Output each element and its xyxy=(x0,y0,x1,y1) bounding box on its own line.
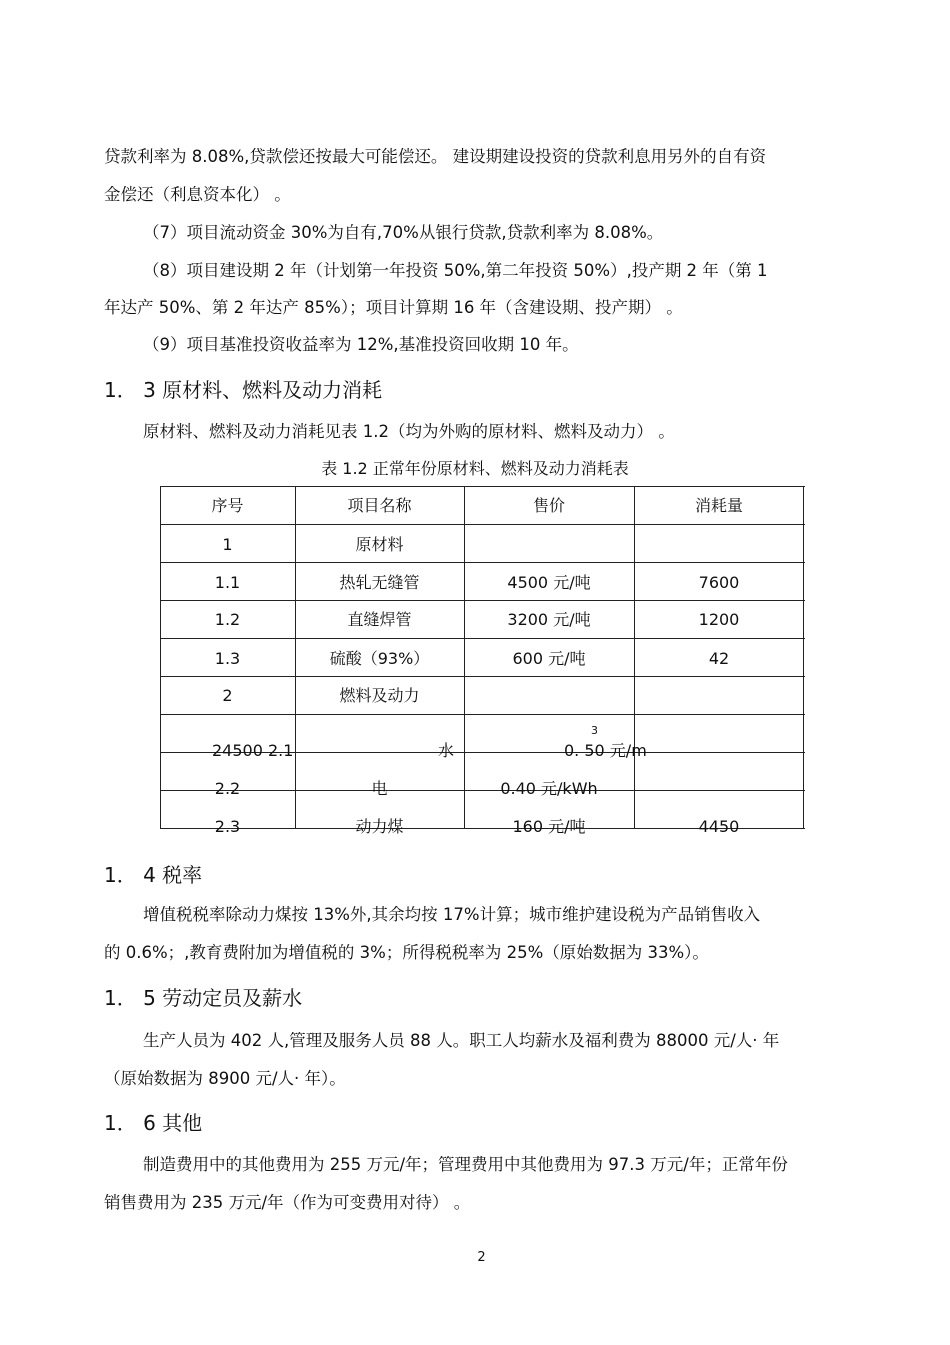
paragraph-line: 增值税税率除动力煤按 13%外,其余均按 17%计算；城市维护建设税为产品销售收入 xyxy=(143,905,761,924)
table-cell: 1200 xyxy=(698,610,740,629)
table-header-cell: 消耗量 xyxy=(694,496,743,515)
table-cell: 1.1 xyxy=(214,573,241,592)
table-cell: 4450 xyxy=(698,817,740,836)
page-number: 2 xyxy=(477,1250,486,1265)
table-cell: 0. 50 元/m xyxy=(564,741,647,760)
table-cell: 42 xyxy=(708,649,730,668)
section-heading-1-4: 1． 4 税率 xyxy=(104,863,203,887)
paragraph-line: 的 0.6%；,教育费附加为增值税的 3%；所得税税率为 25%（原始数据为 33%）。 xyxy=(104,943,709,962)
paragraph-line: 生产人员为 402 人,管理及服务人员 88 人。职工人均薪水及福利费为 88000 元/人· 年 xyxy=(143,1031,780,1050)
consumption-table xyxy=(160,486,805,836)
section-heading-1-5: 1． 5 劳动定员及薪水 xyxy=(104,986,303,1010)
table-cell: 2 xyxy=(222,686,233,705)
table-cell: 1.3 xyxy=(214,649,241,668)
table-cell: 4500 元/吨 xyxy=(507,573,591,592)
table-cell: 原材料 xyxy=(355,535,404,554)
paragraph-line: 制造费用中的其他费用为 255 万元/年；管理费用中其他费用为 97.3 万元/年；正常年份 xyxy=(143,1155,788,1174)
table-cell: 动力煤 xyxy=(355,817,404,836)
table-cell: 燃料及动力 xyxy=(339,686,420,705)
table-cell: 24500 2.1 xyxy=(212,741,294,760)
paragraph-line: 销售费用为 235 万元/年（作为可变费用对待） 。 xyxy=(104,1193,471,1212)
table-cell: 7600 xyxy=(698,573,740,592)
table-caption: 表 1.2 正常年份原材料、燃料及动力消耗表 xyxy=(321,459,629,478)
paragraph-item-9: （9）项目基准投资收益率为 12%,基准投资回收期 10 年。 xyxy=(143,335,579,354)
table-cell: 160 元/吨 xyxy=(512,817,586,836)
table-cell: 直缝焊管 xyxy=(347,610,412,629)
superscript: 3 xyxy=(591,724,598,737)
paragraph-item-8: （8）项目建设期 2 年（计划第一年投资 50%,第二年投资 50%）,投产期 2 年（第 1 xyxy=(143,261,768,280)
section-heading-1-3: 1． 3 原材料、燃料及动力消耗 xyxy=(104,378,383,402)
paragraph-line: （原始数据为 8900 元/人· 年）。 xyxy=(104,1069,346,1088)
table-cell: 1.2 xyxy=(214,610,241,629)
paragraph-item-7: （7）项目流动资金 30%为自有,70%从银行贷款,贷款利率为 8.08%。 xyxy=(143,223,664,242)
table-cell: 电 xyxy=(371,779,388,798)
table-cell: 600 元/吨 xyxy=(512,649,586,668)
table-cell: 热轧无缝管 xyxy=(339,573,420,592)
table-cell: 3200 元/吨 xyxy=(507,610,591,629)
table-header-cell: 售价 xyxy=(532,496,565,515)
paragraph-item-8-cont: 年达产 50%、第 2 年达产 85%）；项目计算期 16 年（含建设期、投产期） 。 xyxy=(104,298,683,317)
paragraph-line: 金偿还（利息资本化） 。 xyxy=(104,185,291,204)
table-cell: 2.3 xyxy=(214,817,241,836)
section-heading-1-6: 1． 6 其他 xyxy=(104,1111,203,1135)
table-cell: 水 xyxy=(438,741,455,760)
paragraph-line: 贷款利率为 8.08%,贷款偿还按最大可能偿还。 建设期建设投资的贷款利息用另外的自有资 xyxy=(104,147,767,166)
table-cell: 1 xyxy=(222,535,233,554)
table-header-cell: 项目名称 xyxy=(347,496,412,515)
section-intro: 原材料、燃料及动力消耗见表 1.2（均为外购的原材料、燃料及动力） 。 xyxy=(143,422,675,441)
table-header-cell: 序号 xyxy=(211,496,244,515)
table-cell: 0.40 元/kWh xyxy=(500,779,598,798)
table-cell: 2.2 xyxy=(214,779,241,798)
table-cell: 硫酸（93%） xyxy=(329,649,430,668)
